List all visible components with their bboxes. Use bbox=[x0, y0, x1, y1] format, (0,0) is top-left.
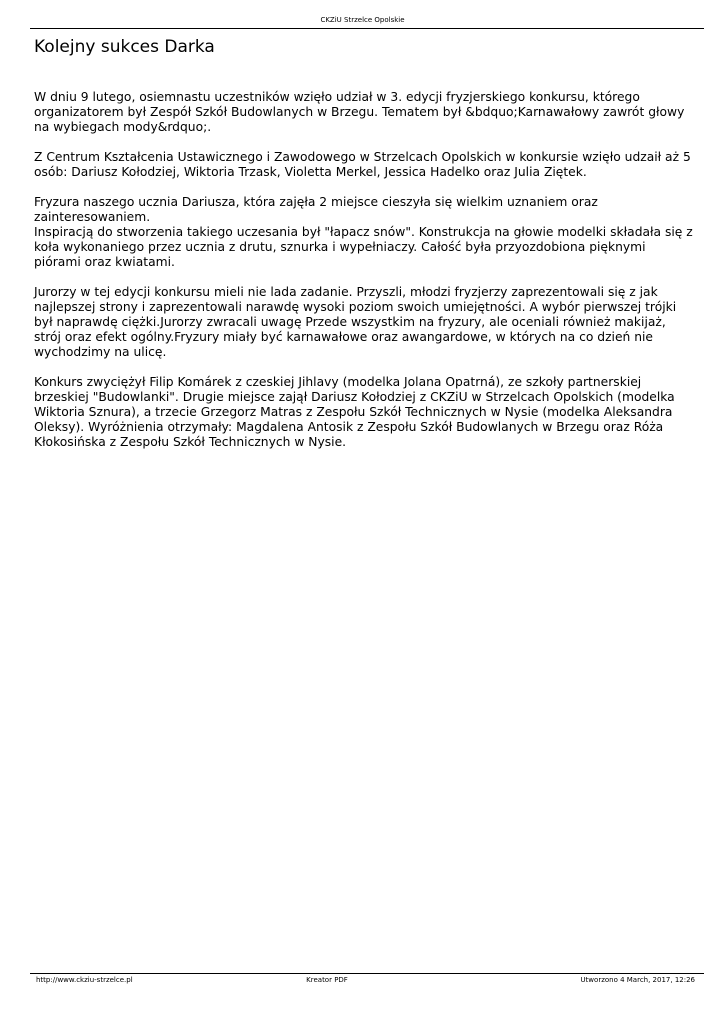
article-title: Kolejny sukces Darka bbox=[34, 37, 215, 57]
article-paragraph: W dniu 9 lutego, osiemnastu uczestników wzięło udział w 3. edycji fryzjerskiego konkursu, którego organizatorem był Zespół Szkół Budowlanych w Brzegu. Tematem był &bdquo;Karnawałowy zawrót głowy na wybiegach mody&rdquo;. bbox=[34, 90, 685, 134]
article-body bbox=[34, 90, 694, 465]
header-divider bbox=[30, 28, 704, 29]
footer-divider bbox=[30, 973, 704, 974]
footer-url: http://www.ckziu-strzelce.pl bbox=[36, 976, 133, 984]
page-header-site-name: CKZiU Strzelce Opolskie bbox=[320, 16, 405, 24]
footer-generator: Kreator PDF bbox=[306, 976, 348, 984]
article-paragraph: Z Centrum Kształcenia Ustawicznego i Zawodowego w Strzelcach Opolskich w konkursie wzięło udzaił aż 5 osób: Dariusz Kołodziej, Wiktoria Trzask, Violetta Merkel, Jessica Hadelko oraz Julia Ziętek. bbox=[34, 150, 691, 179]
article-paragraph: Jurorzy w tej edycji konkursu mieli nie lada zadanie. Przyszli, młodzi fryzjerzy zaprezentowali się z jak najlepszej strony i zaprezentowali narawdę wysoki poziom swoich umiejętności. A wybór pierwszej trójki był naprawdę ciężki.Jurorzy zwracali uwagę Przede wszystkim na fryzury, ale oceniali również makijaż, strój oraz efekt ogólny.Fryzury miały być karnawałowe oraz awangardowe, w których na co dzień nie wychodzimy na ulicę. bbox=[34, 285, 677, 359]
article-paragraph: Konkurs zwyciężył Filip Komárek z czeskiej Jihlavy (modelka Jolana Opatrná), ze szkoły partnerskiej brzeskiej "Budowlanki". Drugie miejsce zajął Dariusz Kołodziej z CKZiU w Strzelcach Opolskich (modelka Wiktoria Sznura), a trzecie Grzegorz Matras z Zespołu Szkół Technicznych w Nysie (modelka Aleksandra Oleksy). Wyróżnienia otrzymały: Magdalena Antosik z Zespołu Szkół Budowlanych w Brzegu oraz Róża Kłokosińska z Zespołu Szkół Technicznych w Nysie. bbox=[34, 375, 675, 449]
footer-created-date: Utworzono 4 March, 2017, 12:26 bbox=[580, 976, 695, 984]
article-paragraph: Fryzura naszego ucznia Dariusza, która zajęła 2 miejsce cieszyła się wielkim uznaniem oraz zainteresowaniem. Inspiracją do stworzenia takiego uczesania był "łapacz snów". Konstrukcja na głowie modelki składała się z koła wykonaniego przez ucznia z drutu, sznurka i wypełniaczy. Całość była przyozdobiona pięknymi piórami oraz kwiatami. bbox=[34, 195, 693, 269]
